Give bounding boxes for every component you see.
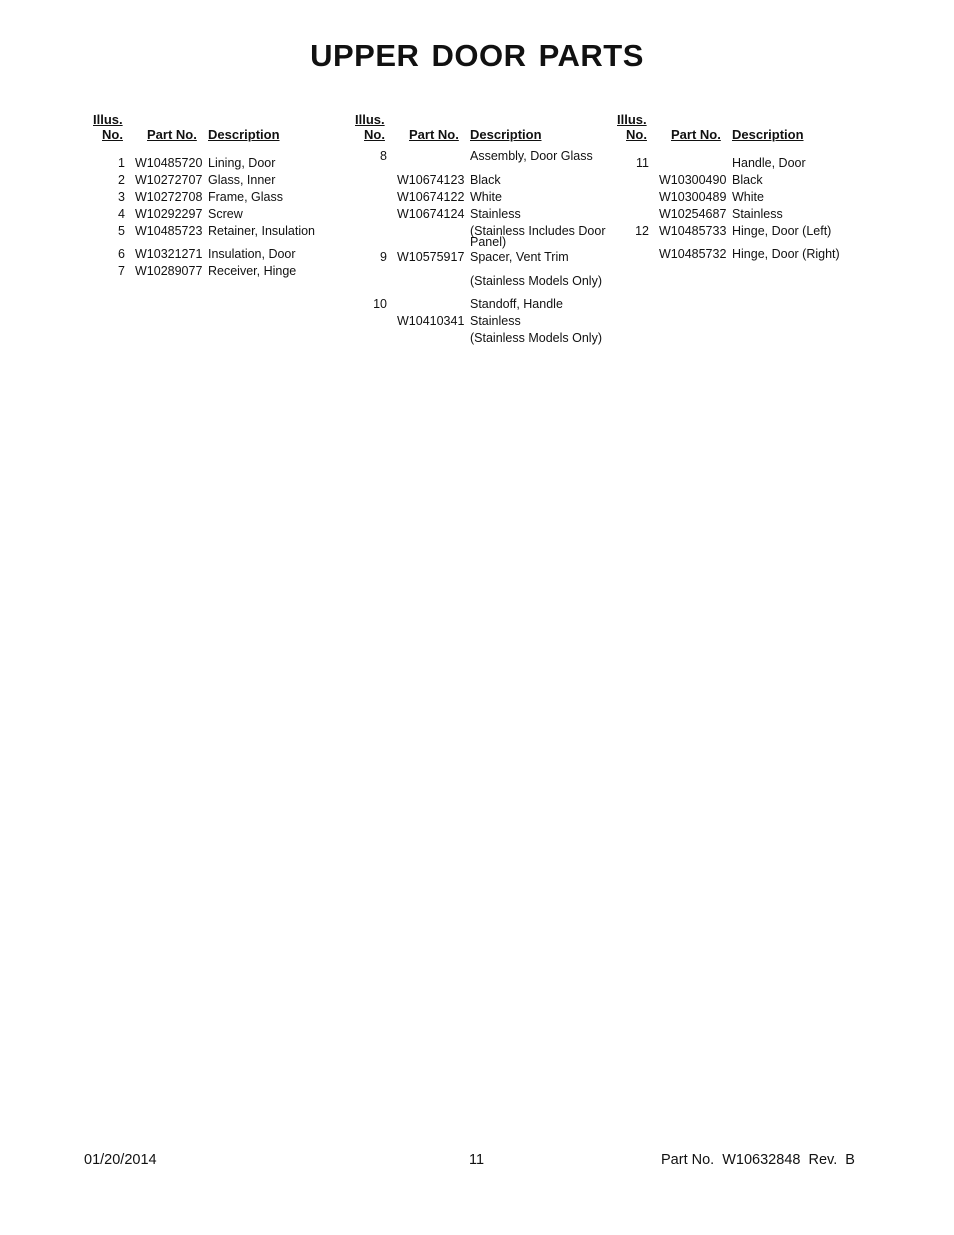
header-description: Description: [208, 127, 280, 142]
illus-number: 7: [118, 264, 125, 278]
illus-number: 6: [118, 247, 125, 261]
part-number: W10289077: [135, 264, 203, 278]
part-description: Assembly, Door Glass: [470, 149, 593, 163]
part-description: Stainless: [470, 207, 521, 221]
part-description: Stainless: [470, 314, 521, 328]
part-number: W10575917: [397, 250, 465, 264]
part-description: White: [470, 190, 502, 204]
part-note: (Stainless Models Only): [470, 331, 602, 345]
header-description: Description: [732, 127, 804, 142]
part-description: Handle, Door: [732, 156, 806, 170]
header-no: No.: [626, 127, 647, 142]
page-title: UPPER DOOR PARTS: [310, 38, 644, 73]
part-number: W10410341: [397, 314, 465, 328]
part-number: W10300489: [659, 190, 727, 204]
header-no: No.: [364, 127, 385, 142]
part-number: W10272707: [135, 173, 203, 187]
header-part-no: Part No.: [671, 127, 721, 142]
part-number: W10674124: [397, 207, 465, 221]
part-description: Hinge, Door (Right): [732, 247, 840, 261]
part-description: Black: [732, 173, 763, 187]
part-description: Insulation, Door: [208, 247, 296, 261]
part-description: Frame, Glass: [208, 190, 284, 204]
illus-number: 2: [118, 173, 125, 187]
part-number: W10254687: [659, 207, 727, 221]
header-illus: Illus.: [355, 112, 385, 127]
part-description: Spacer, Vent Trim: [470, 250, 569, 264]
header-illus: Illus.: [617, 112, 647, 127]
part-description: Stainless: [732, 207, 783, 221]
part-note: (Stainless Includes Door Panel): [470, 224, 606, 249]
header-part-no: Part No.: [147, 127, 197, 142]
part-number: W10272708: [135, 190, 203, 204]
part-number: W10674123: [397, 173, 465, 187]
part-description: Screw: [208, 207, 243, 221]
header-illus: Illus.: [93, 112, 123, 127]
illus-number: 1: [118, 156, 125, 170]
part-number: W10292297: [135, 207, 203, 221]
part-note: (Stainless Models Only): [470, 274, 602, 288]
part-description: Glass, Inner: [208, 173, 276, 187]
header-part-no: Part No.: [409, 127, 459, 142]
illus-number: 9: [380, 250, 387, 264]
illus-number: 12: [635, 224, 649, 238]
illus-number: 10: [373, 297, 387, 311]
footer-part-number: Part No. W10632848 Rev. B: [661, 1152, 855, 1168]
part-number: W10485733: [659, 224, 727, 238]
part-number: W10674122: [397, 190, 465, 204]
header-no: No.: [102, 127, 123, 142]
part-description: Lining, Door: [208, 156, 276, 170]
illus-number: 5: [118, 224, 125, 238]
part-number: W10485723: [135, 224, 203, 238]
footer-page-number: 11: [469, 1152, 485, 1168]
part-description: Receiver, Hinge: [208, 264, 297, 278]
part-description: Standoff, Handle: [470, 297, 563, 311]
illus-number: 3: [118, 190, 125, 204]
part-description: Hinge, Door (Left): [732, 224, 832, 238]
illus-number: 4: [118, 207, 125, 221]
part-number: W10321271: [135, 247, 203, 261]
footer-date: 01/20/2014: [84, 1152, 157, 1168]
header-description: Description: [470, 127, 542, 142]
illus-number: 8: [380, 149, 387, 163]
part-number: W10485732: [659, 247, 727, 261]
part-description: White: [732, 190, 764, 204]
part-number: W10485720: [135, 156, 203, 170]
part-description: Retainer, Insulation: [208, 224, 316, 238]
part-description: Black: [470, 173, 501, 187]
part-number: W10300490: [659, 173, 727, 187]
illus-number: 11: [636, 156, 649, 170]
